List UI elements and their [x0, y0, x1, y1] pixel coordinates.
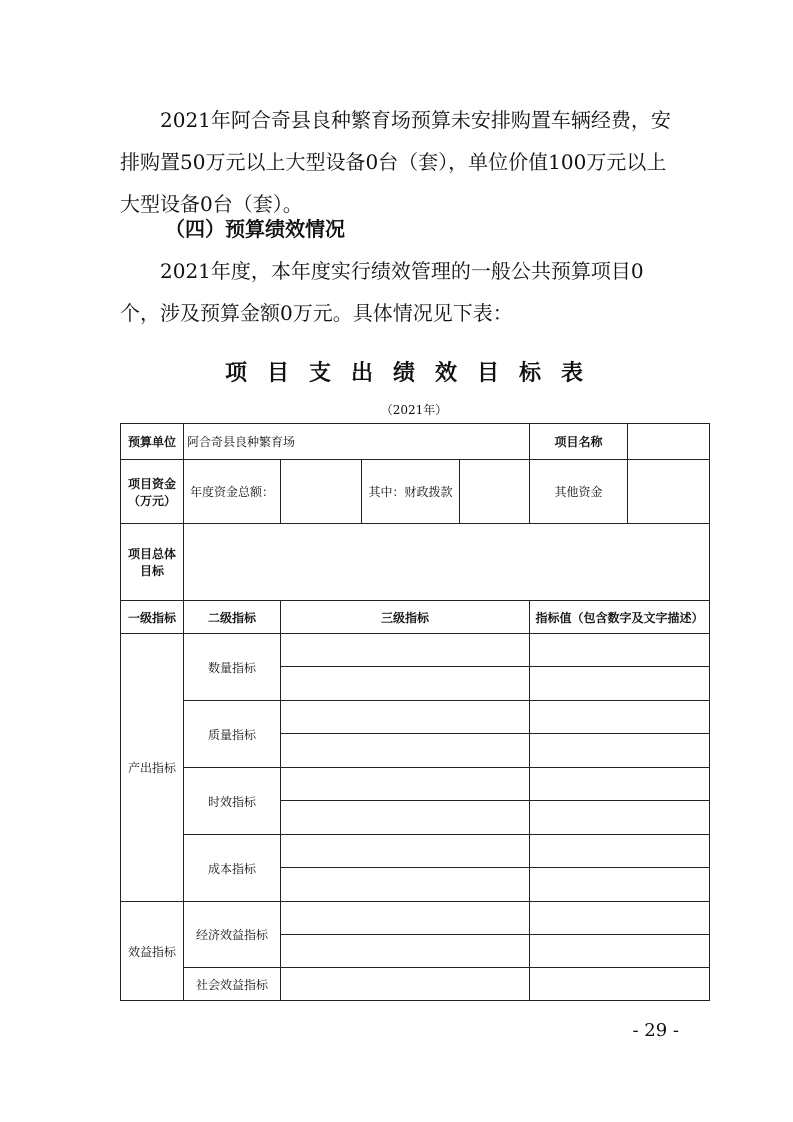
fiscal-value [460, 460, 530, 524]
table-cell [281, 835, 530, 868]
table-year: （2021年） [380, 403, 448, 417]
table-cell [530, 868, 710, 902]
annual-total-value [281, 460, 362, 524]
paragraph-performance: 2021年度，本年度实行绩效管理的一般公共预算项目0个，涉及预算金额0万元。具体情况见下表： [120, 259, 644, 325]
economic-indicator-label: 经济效益指标 [184, 902, 281, 968]
annual-total-label: 年度资金总额： [184, 460, 281, 524]
table-cell [281, 634, 530, 667]
table-cell [530, 902, 710, 935]
quantity-indicator-label: 数量指标 [184, 634, 281, 701]
paragraph-vehicle-equipment: 2021年阿合奇县良种繁育场预算未安排购置车辆经费，安排购置50万元以上大型设备0台（套），单位价值100万元以上大型设备0台（套）。 [120, 108, 671, 216]
page-number: - 29 - [632, 1020, 679, 1041]
table-title: 项目支出绩效目标表 [224, 361, 603, 386]
table-cell [530, 968, 710, 1001]
goal-label: 项目总体目标 [121, 524, 184, 601]
output-indicator-label: 产出指标 [121, 634, 184, 902]
header-level3: 三级指标 [281, 601, 530, 634]
table-cell [281, 667, 530, 701]
table-cell [530, 801, 710, 835]
header-level2: 二级指标 [184, 601, 281, 634]
table-cell [281, 868, 530, 902]
section-heading-performance: （四）预算绩效情况 [165, 217, 345, 241]
table-cell [530, 667, 710, 701]
table-cell [281, 968, 530, 1001]
table-cell [530, 935, 710, 968]
table-cell [281, 768, 530, 801]
table-cell [530, 835, 710, 868]
table-cell [281, 902, 530, 935]
performance-target-table [120, 423, 710, 1001]
cost-indicator-label: 成本指标 [184, 835, 281, 902]
funds-label: 项目资金（万元） [121, 460, 184, 524]
project-name-value [628, 424, 710, 460]
table-cell [530, 634, 710, 667]
unit-value: 阿合奇县良种繁育场 [184, 424, 530, 460]
other-label: 其他资金 [530, 460, 628, 524]
header-value: 指标值（包含数字及文字描述） [530, 601, 710, 634]
quality-indicator-label: 质量指标 [184, 701, 281, 768]
benefit-indicator-label: 效益指标 [121, 902, 184, 1001]
goal-value [184, 524, 710, 601]
table-cell [281, 734, 530, 768]
social-indicator-label: 社会效益指标 [184, 968, 281, 1001]
table-cell [530, 768, 710, 801]
table-cell [281, 935, 530, 968]
project-name-label: 项目名称 [530, 424, 628, 460]
table-cell [281, 701, 530, 734]
fiscal-label: 其中：财政拨款 [362, 460, 460, 524]
table-cell [281, 801, 530, 835]
table-cell [530, 701, 710, 734]
table-cell [530, 734, 710, 768]
timeliness-indicator-label: 时效指标 [184, 768, 281, 835]
unit-label: 预算单位 [121, 424, 184, 460]
other-value [628, 460, 710, 524]
header-level1: 一级指标 [121, 601, 184, 634]
